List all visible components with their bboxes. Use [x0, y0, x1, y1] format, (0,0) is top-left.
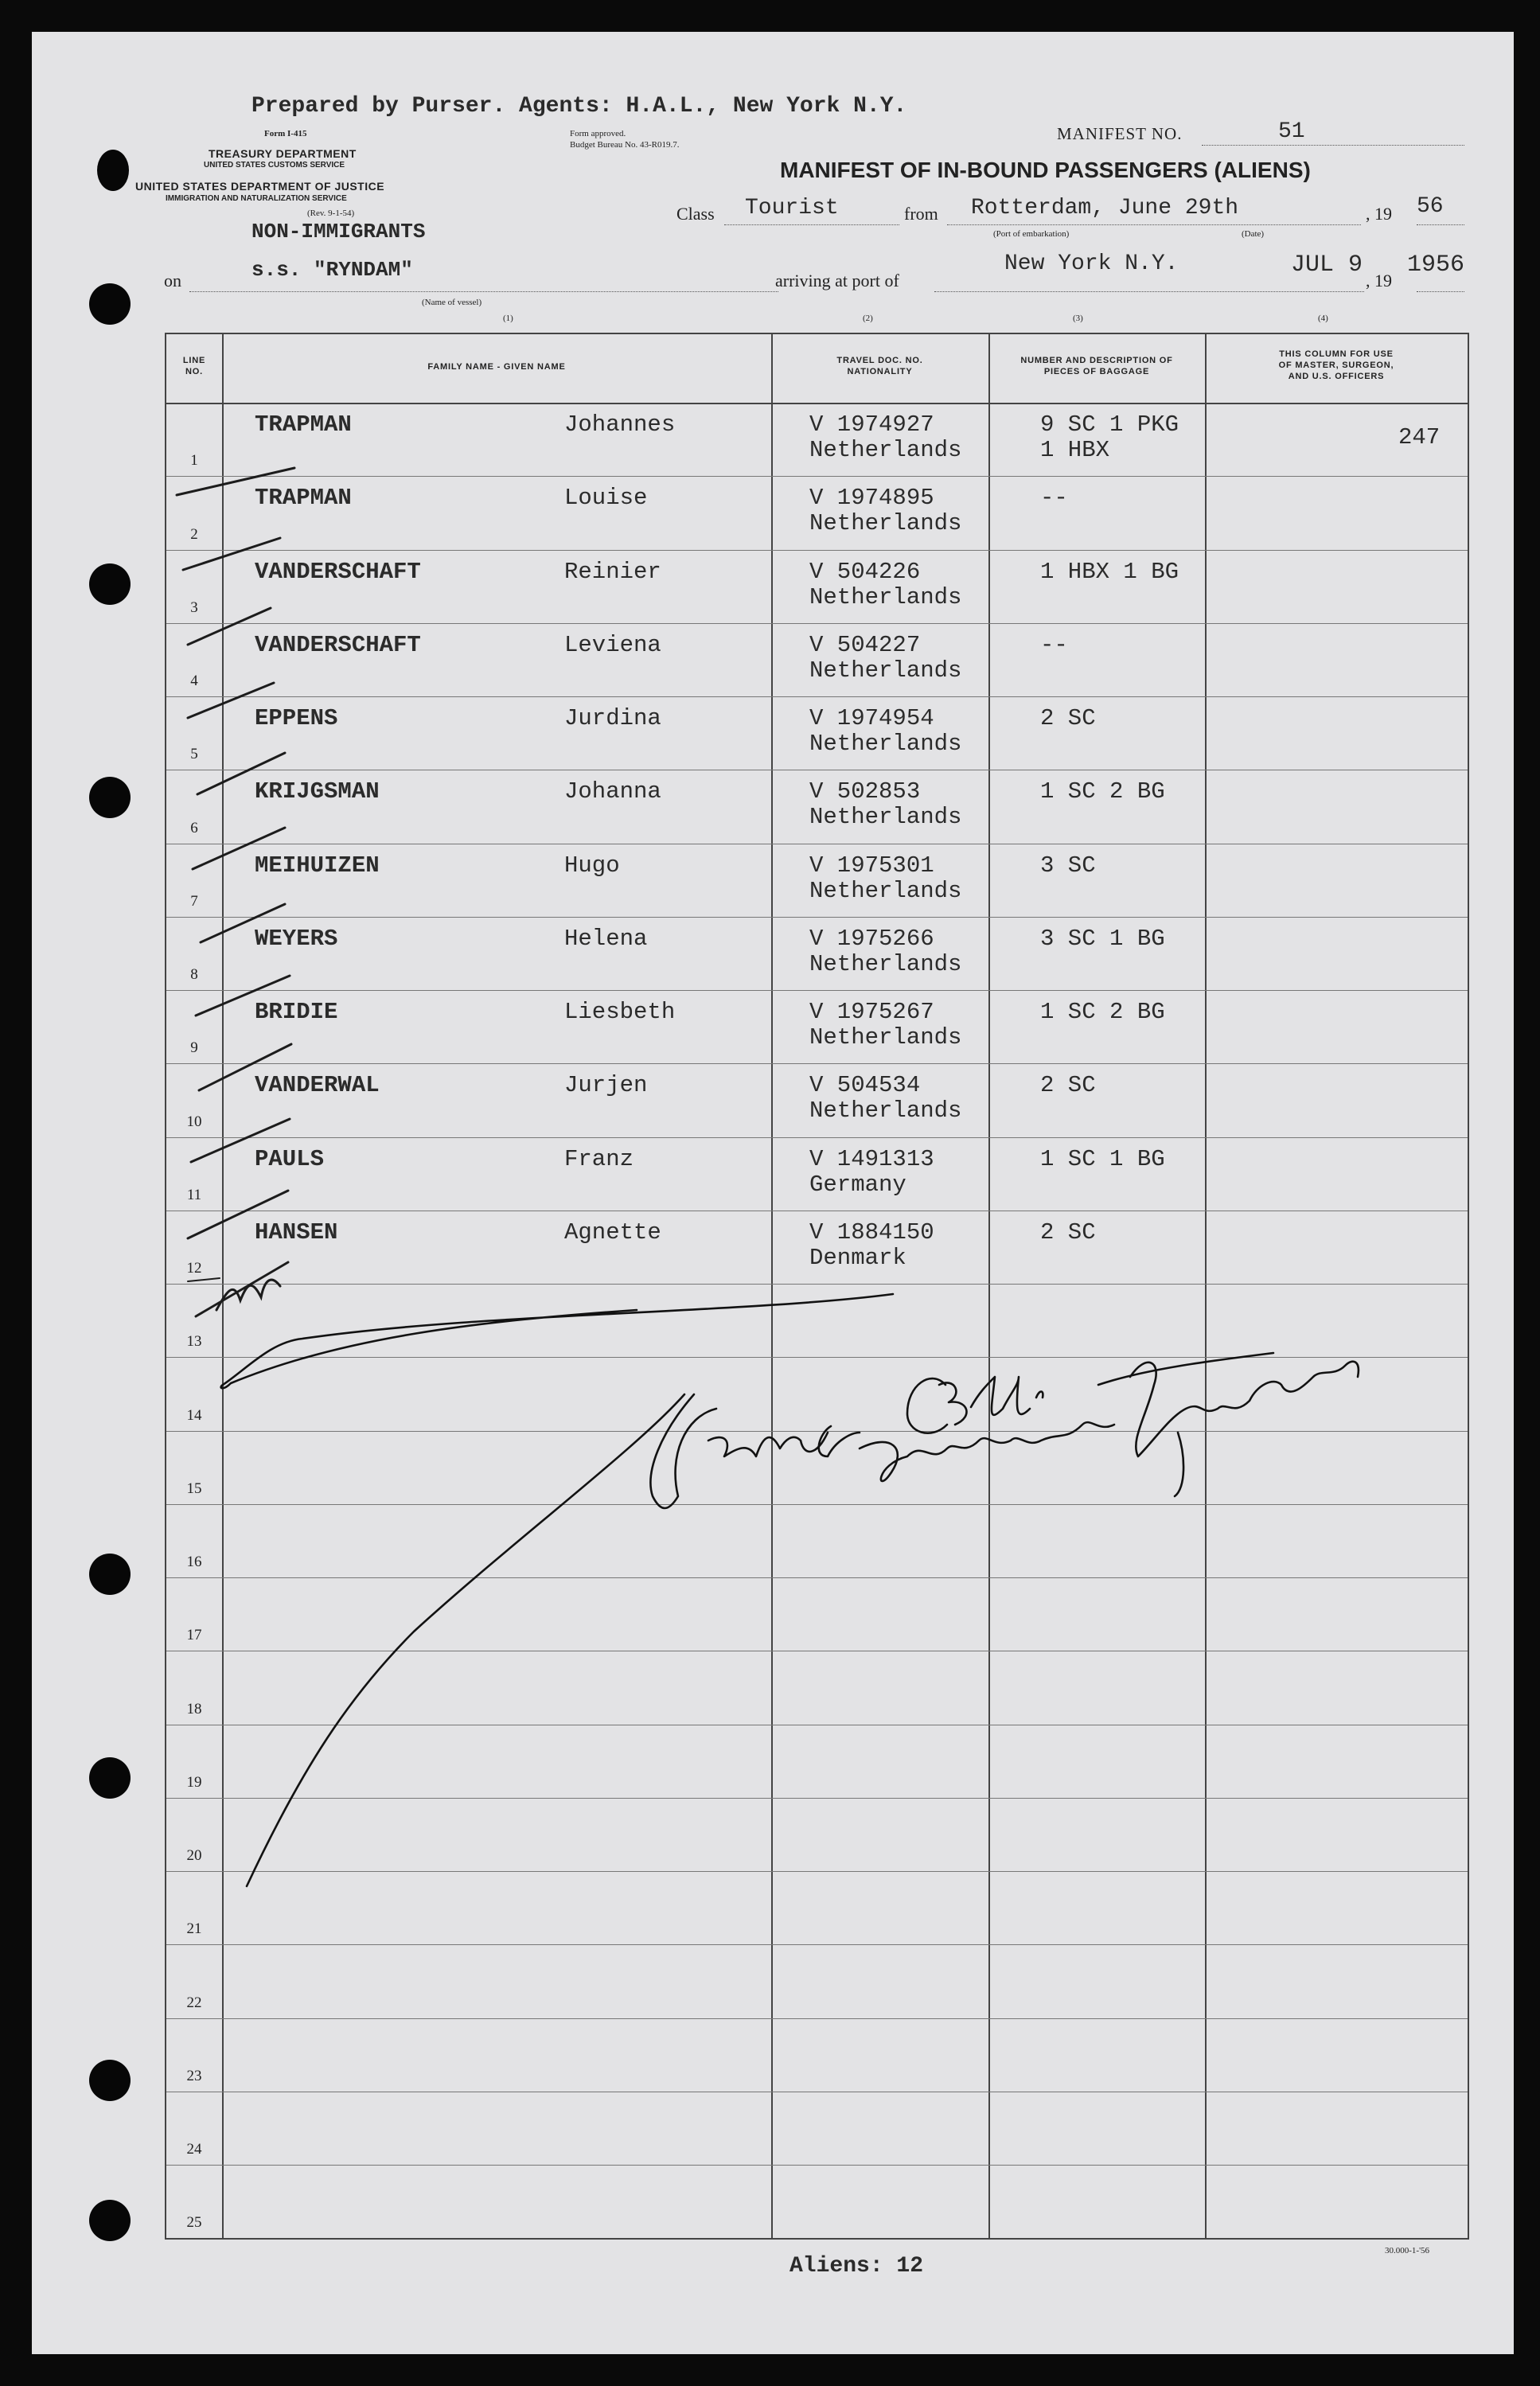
- line-number: 12: [186, 1260, 202, 1277]
- print-code: 30.000-1-'56: [1385, 2246, 1430, 2255]
- given-name: Jurjen: [564, 1072, 648, 1099]
- baggage: 3 SC: [1040, 852, 1096, 879]
- non-immigrants-label: NON-IMMIGRANTS: [251, 220, 426, 244]
- nationality: Netherlands: [809, 877, 962, 904]
- year-value-1: 56: [1417, 194, 1444, 219]
- column-number: (4): [1318, 314, 1328, 323]
- baggage: --: [1040, 485, 1068, 512]
- given-name: Johannes: [564, 411, 676, 438]
- given-name: Reinier: [564, 558, 661, 585]
- on-label: on: [164, 271, 181, 290]
- line-number: 22: [186, 1994, 202, 2011]
- column-number: (3): [1073, 314, 1083, 323]
- line-number: 16: [186, 1554, 202, 1570]
- line-number: 2: [190, 525, 198, 543]
- baggage: 9 SC 1 PKG: [1040, 411, 1179, 438]
- family-name: EPPENS: [255, 705, 338, 731]
- travel-doc: V 1974954: [809, 705, 934, 731]
- line-number: 14: [186, 1406, 202, 1424]
- baggage: 2 SC: [1040, 1072, 1096, 1099]
- family-name: BRIDIE: [255, 999, 338, 1025]
- year-prefix-1: , 19: [1366, 204, 1392, 224]
- line-no-label: NO.: [185, 367, 203, 376]
- customs-service: UNITED STATES CUSTOMS SERVICE: [204, 161, 345, 170]
- baggage: 1 HBX 1 BG: [1040, 558, 1179, 585]
- given-name: Louise: [564, 485, 648, 512]
- line-number: 5: [190, 746, 198, 763]
- family-name: VANDERSCHAFT: [255, 631, 421, 658]
- column-number: (1): [503, 314, 513, 323]
- line-no-label: LINE: [182, 356, 206, 365]
- nationality: Netherlands: [809, 731, 962, 757]
- travel-doc: V 1975266: [809, 925, 934, 952]
- year-value-2: 1956: [1407, 251, 1465, 279]
- line-number: 11: [186, 1186, 202, 1203]
- baggage: --: [1040, 631, 1068, 658]
- travel-doc: V 504227: [809, 631, 921, 658]
- from-label: from: [904, 204, 938, 224]
- header-name: FAMILY NAME - GIVEN NAME: [427, 362, 566, 372]
- justice-department: UNITED STATES DEPARTMENT OF JUSTICE: [135, 180, 385, 193]
- given-name: Leviena: [564, 631, 661, 658]
- family-name: HANSEN: [255, 1218, 338, 1246]
- baggage: 3 SC 1 BG: [1040, 925, 1165, 952]
- baggage: 1 SC 2 BG: [1040, 778, 1165, 805]
- line-number: 4: [190, 673, 198, 689]
- nationality: Netherlands: [809, 1024, 962, 1051]
- given-name: Helena: [564, 925, 648, 952]
- form-number: Form I-415: [264, 129, 307, 138]
- manifest-number: 51: [1278, 119, 1305, 144]
- vessel-name: s.s. "RYNDAM": [251, 258, 413, 282]
- prepared-by-line: Prepared by Purser. Agents: H.A.L., New York N.Y.: [251, 94, 907, 119]
- from-value: Rotterdam, June 29th: [971, 196, 1239, 220]
- given-name: Jurdina: [564, 705, 661, 731]
- line-number: 23: [186, 2067, 202, 2084]
- family-name: VANDERSCHAFT: [255, 558, 421, 585]
- line-number: 9: [190, 1039, 198, 1057]
- nationality: Netherlands: [809, 437, 962, 463]
- manifest-title: MANIFEST OF IN-BOUND PASSENGERS (ALIENS): [780, 158, 1311, 182]
- baggage-label: NUMBER AND DESCRIPTION OF: [1020, 356, 1173, 365]
- line-number: 19: [186, 1773, 202, 1791]
- baggage-label: PIECES OF BAGGAGE: [1043, 367, 1150, 376]
- line-number: 10: [186, 1113, 202, 1130]
- line-number: 25: [186, 2214, 202, 2232]
- nationality: Netherlands: [809, 804, 962, 831]
- year-prefix-2: , 19: [1366, 271, 1392, 290]
- nationality: Denmark: [809, 1244, 906, 1271]
- travel-doc: V 504534: [809, 1072, 921, 1099]
- family-name: PAULS: [255, 1145, 325, 1172]
- travel-doc: V 1975301: [809, 852, 934, 879]
- line-number: 24: [186, 2141, 202, 2158]
- family-name: TRAPMAN: [255, 411, 352, 438]
- given-name: Johanna: [564, 778, 661, 805]
- given-name: Hugo: [564, 852, 620, 879]
- baggage: 1 SC 1 BG: [1040, 1145, 1165, 1172]
- treasury-department: TREASURY DEPARTMENT: [209, 147, 357, 160]
- baggage-extra: 1 HBX: [1040, 437, 1110, 463]
- column-number: (2): [863, 314, 873, 323]
- nationality: Germany: [809, 1171, 906, 1198]
- revision: (Rev. 9-1-54): [307, 209, 355, 218]
- nationality: Netherlands: [809, 657, 962, 684]
- nationality: Netherlands: [809, 1097, 962, 1125]
- line-number: 18: [186, 1700, 202, 1717]
- line-number: 1: [190, 452, 198, 470]
- arrival-date: JUL 9: [1291, 251, 1363, 279]
- vessel-caption: (Name of vessel): [422, 298, 482, 307]
- given-name: Liesbeth: [564, 999, 676, 1025]
- line-number: 21: [186, 1920, 202, 1938]
- line-number: 17: [186, 1627, 202, 1644]
- given-name: Agnette: [564, 1218, 661, 1246]
- officers-label: OF MASTER, SURGEON,: [1278, 361, 1394, 370]
- arriving-port: New York N.Y.: [1004, 251, 1179, 276]
- travel-doc: V 1974927: [809, 411, 934, 438]
- family-name: MEIHUIZEN: [255, 852, 380, 879]
- form-approved: Form approved.: [570, 129, 626, 138]
- travel-doc: V 1884150: [809, 1218, 934, 1246]
- travel-doc: V 1491313: [809, 1145, 934, 1172]
- line-number: 3: [190, 598, 198, 616]
- family-name: TRAPMAN: [255, 485, 352, 512]
- aliens-total: Aliens: 12: [789, 2254, 924, 2279]
- baggage: 2 SC: [1040, 705, 1096, 731]
- line-number: 15: [186, 1480, 202, 1497]
- budget-bureau: Budget Bureau No. 43-R019.7.: [570, 140, 680, 150]
- officers-label: AND U.S. OFFICERS: [1288, 372, 1385, 381]
- travel-doc: V 504226: [809, 558, 921, 585]
- manifest-page: [32, 32, 1514, 2354]
- family-name: KRIJGSMAN: [255, 778, 380, 805]
- nationality-label: NATIONALITY: [847, 367, 913, 376]
- line-number: 13: [186, 1333, 202, 1351]
- date-caption: (Date): [1242, 229, 1265, 239]
- arriving-label: arriving at port of: [775, 271, 899, 290]
- officers-label: THIS COLUMN FOR USE: [1279, 349, 1394, 359]
- officer-note: 247: [1398, 424, 1441, 450]
- line-number: 6: [190, 819, 198, 836]
- given-name: Franz: [564, 1145, 634, 1172]
- manifest-no-label: MANIFEST NO.: [1057, 124, 1183, 143]
- travel-doc: V 502853: [809, 778, 921, 805]
- port-caption: (Port of embarkation): [993, 229, 1070, 239]
- line-number: 8: [190, 966, 198, 983]
- line-number: 7: [190, 892, 198, 910]
- nationality: Netherlands: [809, 583, 962, 610]
- baggage: 1 SC 2 BG: [1040, 999, 1165, 1025]
- line-number: 20: [186, 1847, 202, 1864]
- travel-doc-label: TRAVEL DOC. NO.: [836, 356, 923, 365]
- class-label: Class: [676, 204, 715, 224]
- baggage: 2 SC: [1040, 1218, 1096, 1246]
- nationality: Netherlands: [809, 950, 962, 977]
- family-name: WEYERS: [255, 925, 338, 952]
- class-value: Tourist: [745, 196, 839, 220]
- travel-doc: V 1975267: [809, 999, 934, 1025]
- nationality: Netherlands: [809, 510, 962, 537]
- ins-service: IMMIGRATION AND NATURALIZATION SERVICE: [166, 194, 347, 203]
- family-name: VANDERWAL: [255, 1072, 380, 1099]
- travel-doc: V 1974895: [809, 485, 934, 512]
- inspector-signature: [32, 32, 1514, 2354]
